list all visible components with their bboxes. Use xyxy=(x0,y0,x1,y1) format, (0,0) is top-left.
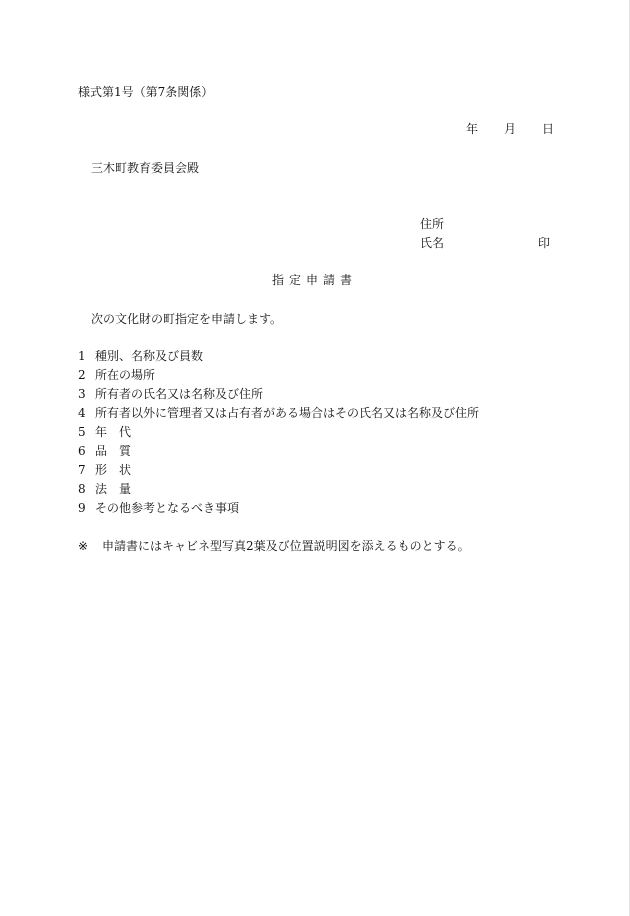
item-number: 1 xyxy=(78,349,86,363)
date-month-label: 月 xyxy=(504,122,517,136)
address-label: 住所 xyxy=(420,217,445,231)
attachment-note xyxy=(78,540,470,552)
item-text: 品 質 xyxy=(95,444,132,458)
item-text: 種別、名称及び員数 xyxy=(95,349,204,363)
applicant-block xyxy=(420,218,444,256)
list-item xyxy=(78,483,479,502)
list-item xyxy=(78,464,479,483)
document-title: 指定申請書 xyxy=(272,273,358,287)
list-item xyxy=(78,426,479,445)
item-text: 年 代 xyxy=(95,425,132,439)
item-number: 6 xyxy=(78,444,86,458)
item-number: 8 xyxy=(78,482,86,496)
date-line xyxy=(466,123,554,135)
item-number: 9 xyxy=(78,501,86,515)
name-label: 氏名 xyxy=(420,236,445,250)
item-text: 所在の場所 xyxy=(95,368,156,382)
list-item xyxy=(78,502,479,521)
reference-mark: ※ xyxy=(78,539,89,553)
list-item xyxy=(78,445,479,464)
list-item xyxy=(78,350,479,369)
item-text: 法 量 xyxy=(95,482,132,496)
item-number: 3 xyxy=(78,387,86,401)
date-year-label: 年 xyxy=(466,122,479,136)
seal-mark: 印 xyxy=(538,236,551,250)
item-text: その他参考となるべき事項 xyxy=(95,501,240,515)
addressee: 三木町教育委員会殿 xyxy=(91,161,200,175)
list-item xyxy=(78,388,479,407)
item-list xyxy=(78,350,479,521)
form-number: 様式第1号（第7条関係） xyxy=(78,85,214,99)
item-number: 2 xyxy=(78,368,86,382)
item-text: 所有者以外に管理者又は占有者がある場合はその氏名又は名称及び住所 xyxy=(95,406,480,420)
item-text: 形 状 xyxy=(95,463,132,477)
intro-text: 次の文化財の町指定を申請します。 xyxy=(91,312,283,326)
note-text: 申請書にはキャビネ型写真2葉及び位置説明図を添えるものとする。 xyxy=(102,539,470,553)
list-item xyxy=(78,369,479,388)
date-day-label: 日 xyxy=(542,122,555,136)
item-number: 5 xyxy=(78,425,86,439)
item-number: 7 xyxy=(78,463,86,477)
item-text: 所有者の氏名又は名称及び住所 xyxy=(95,387,264,401)
list-item xyxy=(78,407,479,426)
item-number: 4 xyxy=(78,406,86,420)
